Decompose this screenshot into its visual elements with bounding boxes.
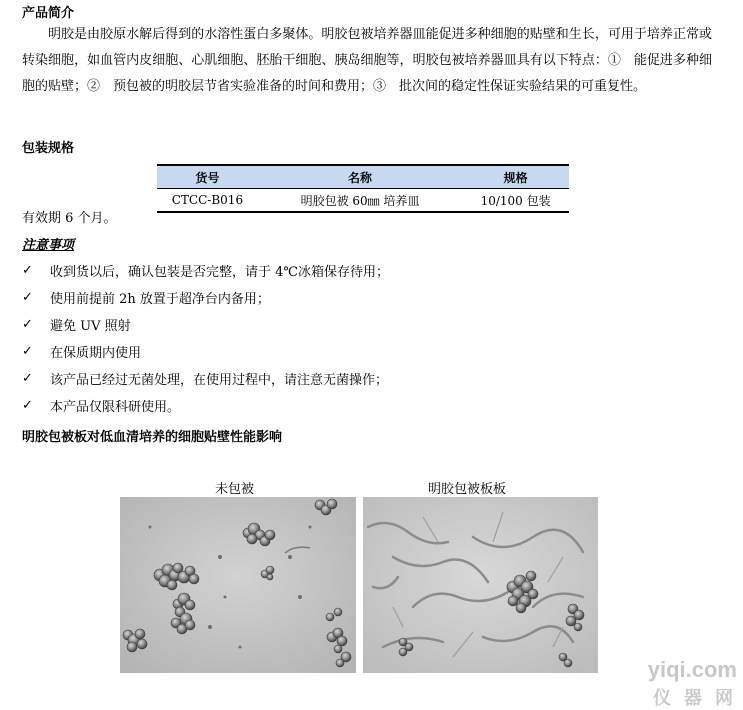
cell-spec: 10/100 包装 [462,189,569,213]
check-icon: ✓ [22,316,33,332]
watermark-name: 仪 器 网 [652,688,737,708]
package-table [157,164,569,213]
watermark-domain: yiqi.com [647,657,737,682]
package-heading: 包装规格 [22,141,75,156]
intro-heading: 产品简介 [22,6,75,21]
list-item: ✓ 使用前提前 2h 放置于超净台内备用； [22,289,270,307]
check-icon: ✓ [22,397,33,413]
uncoated-cell-image [120,497,356,673]
check-icon: ✓ [22,289,33,305]
right-caption: 明胶包被板板 [428,481,507,496]
table-row [157,189,569,213]
notes-heading: 注意事项 [22,238,75,253]
header-spec: 规格 [462,165,569,189]
cell-sku: CTCC-B016 [157,189,258,213]
list-item: ✓ 避免 UV 照射 [22,316,131,334]
left-caption: 未包被 [215,481,255,496]
check-icon: ✓ [22,370,33,386]
figure-heading: 明胶包被板对低血清培养的细胞贴壁性能影响 [22,430,283,445]
header-sku: 货号 [157,165,258,189]
check-icon: ✓ [22,343,33,359]
list-item: ✓ 该产品已经过无菌处理，在使用过程中，请注意无菌操作； [22,370,389,388]
gelatin-coated-cell-image [363,497,598,673]
intro-paragraph: 明胶是由胶原水解后得到的水溶性蛋白多聚体。明胶包被培养器皿能促进多种细胞的贴壁和生长，可用于培养正常或转染细胞，如血管内皮细胞、心肌细胞、胚胎干细胞、胰岛细胞等，明胶包被培养器皿具有以下特点：① 能促进多种细胞的贴壁；② 预包被的明胶层节省实验准备的时间和费用；③ 批次间的稳定性保证实验结果的可重复性。 [22,27,712,94]
table-header-row [157,165,569,189]
check-icon: ✓ [22,262,33,278]
cell-name: 明胶包被 60㎜ 培养皿 [258,189,462,213]
list-item: ✓ 收到货以后，确认包装是否完整，请于 4℃冰箱保存待用； [22,262,389,280]
list-item: ✓ 在保质期内使用 [22,343,142,361]
list-item: ✓ 本产品仅限科研使用。 [22,397,181,415]
validity-text: 有效期 6 个月。 [22,211,117,226]
header-name: 名称 [258,165,462,189]
